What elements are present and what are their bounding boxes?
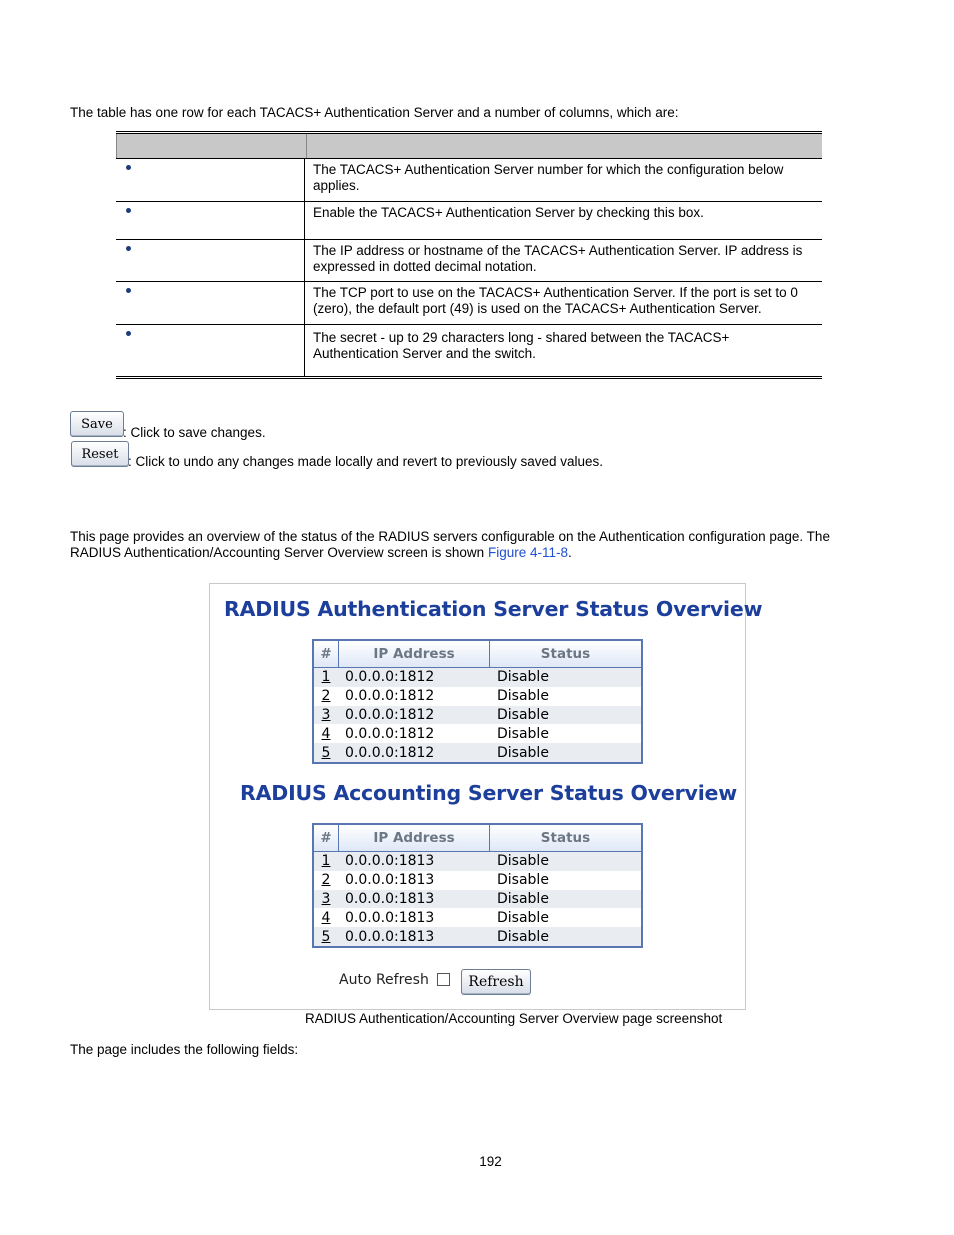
server-ip-address: 0.0.0.0:1812 (345, 706, 435, 723)
server-number-link[interactable]: 3 (321, 706, 331, 723)
figure-caption: RADIUS Authentication/Accounting Server Overview page screenshot (305, 1011, 723, 1026)
server-number-link[interactable]: 2 (321, 872, 331, 889)
bullet-icon (126, 331, 131, 336)
server-number-link[interactable]: 5 (321, 744, 331, 761)
figure-link[interactable]: Figure 4-11-8 (487, 545, 568, 560)
field-table (116, 131, 822, 379)
table-row (314, 852, 641, 871)
server-number-link[interactable]: 1 (321, 853, 331, 870)
server-status: Disable (497, 688, 549, 705)
server-status: Disable (497, 909, 549, 926)
screenshot-figure (209, 583, 763, 1010)
server-ip-address: 0.0.0.0:1813 (345, 909, 435, 926)
server-status: Disable (497, 853, 549, 870)
server-status: Disable (497, 928, 549, 945)
server-status: Disable (497, 744, 549, 761)
auto-refresh-label: Auto Refresh (339, 972, 429, 988)
server-ip-address: 0.0.0.0:1812 (345, 744, 435, 761)
server-ip-address: 0.0.0.0:1813 (345, 853, 435, 870)
table-header: # IP Address Status (314, 825, 641, 852)
auth-status-table (312, 639, 643, 764)
refresh-button[interactable]: Refresh (461, 969, 531, 995)
server-number-link[interactable]: 1 (321, 669, 331, 686)
save-button[interactable]: Save (70, 411, 124, 437)
server-number-link[interactable]: 2 (321, 688, 331, 705)
field-description: The secret - up to 29 characters long - shared between the TACACS+ Authentication Server and the switch. (313, 330, 730, 361)
acct-status-title: RADIUS Accounting Server Status Overview (240, 781, 737, 805)
server-ip-address: 0.0.0.0:1813 (345, 928, 435, 945)
server-number-link[interactable]: 5 (321, 928, 331, 945)
server-number-link[interactable]: 4 (321, 909, 331, 926)
intro-text: The table has one row for each TACACS+ Authentication Server and a number of columns, which are: (70, 105, 679, 120)
reset-button[interactable]: Reset (71, 441, 129, 467)
table-row (314, 687, 641, 706)
save-description: : Click to save changes. (123, 425, 266, 440)
fields-intro: The page includes the following fields: (70, 1042, 299, 1057)
table-row (314, 706, 641, 725)
server-status: Disable (497, 669, 549, 686)
server-ip-address: 0.0.0.0:1812 (345, 688, 435, 705)
server-number-link[interactable]: 4 (321, 725, 331, 742)
table-row (116, 158, 822, 201)
table-header: # IP Address Status (314, 641, 641, 668)
table-row (314, 871, 641, 890)
table-row (314, 668, 641, 687)
bullet-icon (126, 288, 131, 293)
auth-rows (314, 668, 641, 762)
server-number-link[interactable]: 3 (321, 890, 331, 907)
reset-description: : Click to undo any changes made locally and revert to previously saved values. (128, 454, 604, 469)
table-row (314, 724, 641, 743)
field-description: The IP address or hostname of the TACACS+ Authentication Server. IP address is expressed in dotted decimal notation. (313, 243, 803, 274)
field-description: The TACACS+ Authentication Server number for which the configuration below applies. (313, 162, 784, 193)
auto-refresh-checkbox[interactable] (437, 973, 450, 986)
table-row (314, 890, 641, 909)
page-number: 192 (479, 1154, 502, 1169)
server-status: Disable (497, 890, 549, 907)
bullet-icon (126, 208, 131, 213)
table-row (116, 281, 822, 324)
table-row (116, 201, 822, 239)
table-row (314, 927, 641, 946)
server-ip-address: 0.0.0.0:1812 (345, 669, 435, 686)
table-row (116, 324, 822, 376)
server-status: Disable (497, 725, 549, 742)
bullet-icon (126, 246, 131, 251)
server-ip-address: 0.0.0.0:1813 (345, 890, 435, 907)
server-ip-address: 0.0.0.0:1812 (345, 725, 435, 742)
auth-status-title: RADIUS Authentication Server Status Overview (224, 597, 763, 621)
field-description: The TCP port to use on the TACACS+ Authentication Server. If the port is set to 0 (zero), the default port (49) is used on the TACACS+ Authentication Server. (313, 285, 798, 316)
server-status: Disable (497, 872, 549, 889)
table-row (314, 908, 641, 927)
table-row (116, 239, 822, 281)
bullet-icon (126, 165, 131, 170)
server-status: Disable (497, 706, 549, 723)
field-table-header (116, 134, 822, 158)
overview-paragraph: This page provides an overview of the status of the RADIUS servers configurable on the Authentication configuration page. The RADIUS Authentication/Accounting Server Overview screen is shown Figure 4-11-8. (70, 529, 830, 560)
table-row (314, 743, 641, 762)
server-ip-address: 0.0.0.0:1813 (345, 872, 435, 889)
acct-rows (314, 852, 641, 946)
acct-status-table (312, 823, 643, 948)
field-description: Enable the TACACS+ Authentication Server by checking this box. (313, 205, 704, 220)
